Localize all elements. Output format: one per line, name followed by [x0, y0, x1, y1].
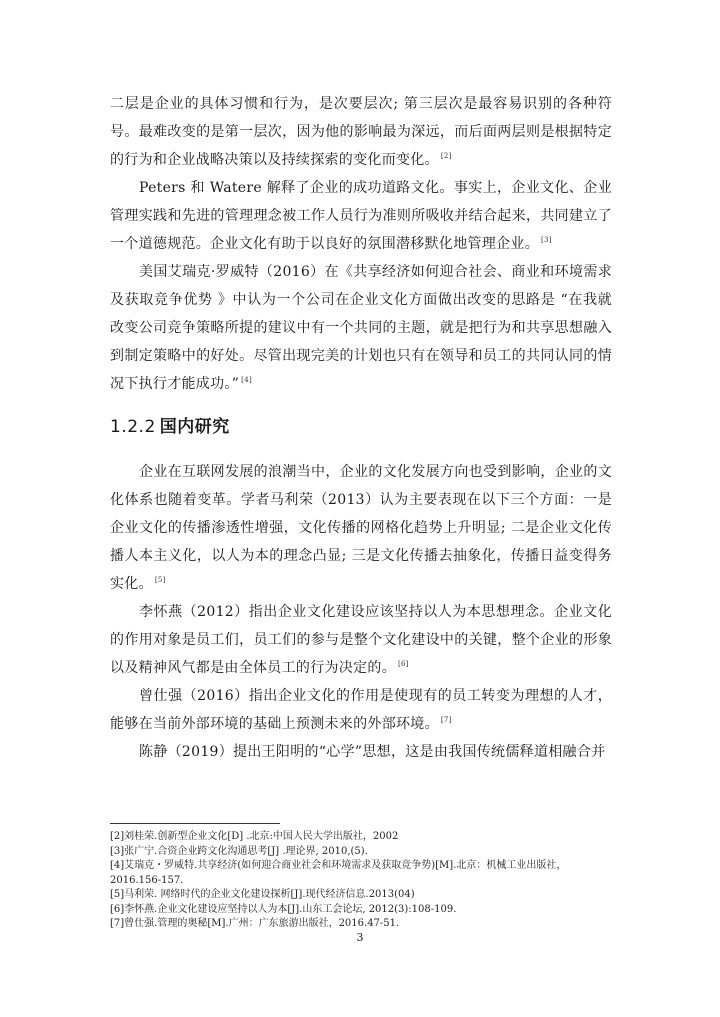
page-number: 3 — [356, 931, 364, 944]
paragraph-text: 二层是企业的具体习惯和行为，是次要层次; 第三层次是最容易识别的各种符号。最难改变的是第一层次，因为他的影响最为深远，而后面两层则是根据特定的行为和企业战略决策以及持续探索的变化而变化。 — [110, 96, 612, 168]
citation-marker: [3] — [541, 236, 552, 245]
section-number: 1.2.2 — [110, 417, 156, 437]
footnote-item: [2]刘桂荣.创新型企业文化[D] .北京:中国人民大学出版社，2002 — [110, 831, 399, 842]
section-title: 国内研究 — [159, 417, 230, 437]
citation-marker: [6] — [398, 660, 409, 669]
citation-marker: [5] — [154, 576, 166, 585]
body-text — [110, 90, 612, 766]
footnote-item: [6]李怀燕.企业文化建设应坚持以人为本[J].山东工会论坛, 2012(3):108-109. — [110, 903, 457, 915]
paragraph-eric-rowitt — [110, 258, 612, 398]
footnote-item: [4]艾瑞克・罗威特.共享经济(如何迎合商业社会和环境需求及获取竞争势)[M].北京：机械工业出版社，2016.156-157. — [110, 860, 567, 886]
paragraph-zeng-shiqiang — [110, 682, 612, 738]
paragraph-text: 美国艾瑞克·罗威特（2016）在《共享经济如何迎合社会、商业和环境需求及获取竞争优势 》中认为一个公司在企业文化方面做出改变的思路是 “在我就改变公司竞争策略所提的建议中有一个共同的主题，就是把行为和共享思想融入到制定策略中的好处。尽管出现完美的计划也只有在领导和员工的共同认同的情况下执行才能成功。” — [110, 264, 612, 392]
section-heading — [110, 412, 612, 442]
paragraph-peters-watere — [110, 174, 612, 258]
paragraph-li-huaiyan — [110, 598, 612, 682]
paragraph-text: 陈静（2019）提出王阳明的“心学”思想，这是由我国传统儒释道相融合并 — [139, 744, 606, 760]
paragraph-culture-layers — [110, 90, 612, 174]
footnote-item: [5]马利荣. 网络时代的企业文化建设探析[J].现代经济信息.2013(04) — [110, 889, 415, 900]
paragraph-text: 企业在互联网发展的浪潮当中，企业的文化发展方向也受到影响，企业的文化体系也随着变革。学者马利荣（2013）认为主要表现在以下三个方面：一是企业文化的传播渗透性增强，文化传播的网格化趋势上升明显; 二是企业文化传播人本主义化，以人为本的理念凸显; 三是文化传播去抽象化，传播日益变得务实化。 — [110, 464, 612, 592]
footnote-item: [3]张广宁.合资企业跨文化沟通思考[J] .理论界, 2010,(5). — [110, 845, 368, 857]
paragraph-text: 曾仕强（2016）指出企业文化的作用是使现有的员工转变为理想的人才，能够在当前外部环境的基础上预测未来的外部环境。 — [110, 688, 612, 732]
citation-marker: [4] — [241, 376, 252, 385]
citation-marker: [2] — [440, 152, 452, 161]
footnote-item: [7]曾仕强.管理的奥秘[M].广州：广东旅游出版社，2016.47-51. — [110, 918, 400, 929]
paragraph-ma-lirong — [110, 458, 612, 598]
footnote-divider — [110, 823, 280, 824]
paragraph-text: 李怀燕（2012）指出企业文化建设应该坚持以人为本思想理念。企业文化的作用对象是员工们，员工们的参与是整个文化建设中的关键，整个企业的形象以及精神风气都是由全体员工的行为决定的。 — [110, 604, 612, 676]
citation-marker: [7] — [440, 716, 452, 725]
paragraph-chen-jing — [110, 738, 612, 766]
footnotes-list — [110, 830, 612, 932]
paragraph-text: Peters 和 Watere 解释了企业的成功道路文化。事实上，企业文化、企业管理实践和先进的管理理念被工作人员行为准则所吸收并结合起来，共同建立了一个道德规范。企业文化有助于以良好的氛围潜移默化地管理企业。 — [110, 180, 612, 252]
